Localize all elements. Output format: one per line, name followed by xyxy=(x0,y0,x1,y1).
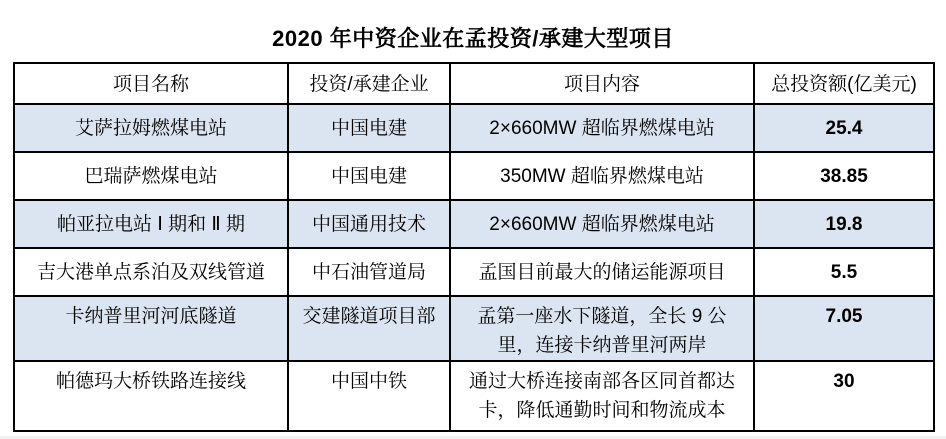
col-header-project-name: 项目名称 xyxy=(14,63,288,104)
table-header-row xyxy=(14,63,934,104)
cell-content: 2×660MW 超临界燃煤电站 xyxy=(450,104,754,152)
cell-project-name: 艾萨拉姆燃煤电站 xyxy=(14,104,288,152)
cell-amount: 5.5 xyxy=(754,248,934,296)
col-header-amount: 总投资额(亿美元) xyxy=(754,63,934,104)
cell-project-name: 吉大港单点系泊及双线管道 xyxy=(14,248,288,296)
cell-content: 350MW 超临界燃煤电站 xyxy=(450,152,754,200)
cell-content: 通过大桥连接南部各区同首都达卡，降低通勤时间和物流成本 xyxy=(450,361,754,431)
cell-amount: 25.4 xyxy=(754,104,934,152)
cell-company: 中国通用技术 xyxy=(288,200,450,248)
table-row xyxy=(14,361,934,431)
cell-content: 2×660MW 超临界燃煤电站 xyxy=(450,200,754,248)
col-header-company: 投资/承建企业 xyxy=(288,63,450,104)
projects-table xyxy=(13,62,935,432)
cell-company: 中国中铁 xyxy=(288,361,450,431)
table-row xyxy=(14,104,934,152)
cell-project-name: 卡纳普里河河底隧道 xyxy=(14,296,288,361)
cell-company: 中国电建 xyxy=(288,104,450,152)
cell-project-name: 巴瑞萨燃煤电站 xyxy=(14,152,288,200)
cell-content: 孟国目前最大的储运能源项目 xyxy=(450,248,754,296)
cell-content: 孟第一座水下隧道，全长 9 公里，连接卡纳普里河两岸 xyxy=(450,296,754,361)
cell-amount: 19.8 xyxy=(754,200,934,248)
cell-company: 交建隧道项目部 xyxy=(288,296,450,361)
cell-amount: 38.85 xyxy=(754,152,934,200)
cell-amount: 7.05 xyxy=(754,296,934,361)
col-header-content: 项目内容 xyxy=(450,63,754,104)
page-title: 2020 年中资企业在孟投资/承建大型项目 xyxy=(272,26,674,51)
cell-amount: 30 xyxy=(754,361,934,431)
cell-company: 中石油管道局 xyxy=(288,248,450,296)
table-row xyxy=(14,248,934,296)
cell-company: 中国电建 xyxy=(288,152,450,200)
table-row xyxy=(14,200,934,248)
cell-project-name: 帕德玛大桥铁路连接线 xyxy=(14,361,288,431)
table-row xyxy=(14,152,934,200)
cell-project-name: 帕亚拉电站 Ⅰ 期和 Ⅱ 期 xyxy=(14,200,288,248)
table-row xyxy=(14,296,934,361)
